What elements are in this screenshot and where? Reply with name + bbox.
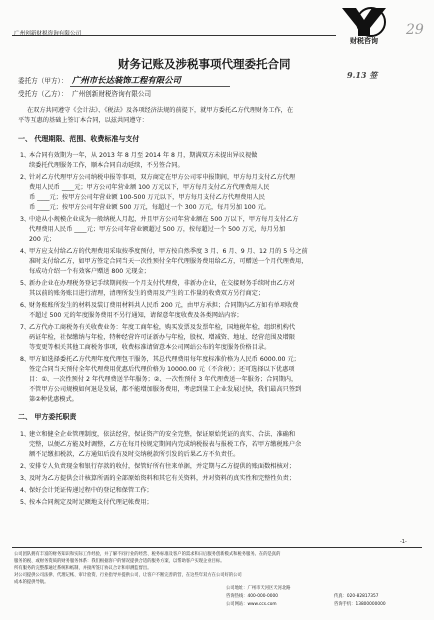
s1-item-4-number: 4、	[20, 248, 31, 255]
intro-line-1: 在双方共同遵守《会计法》、《税法》及各项经济法规的前提下，就甲方委托乙方代理财务工作，在	[27, 107, 294, 114]
party-b-label: 受托方（乙方）：	[18, 90, 68, 98]
footer-fax: 传真：020-82817357	[334, 594, 379, 599]
s1-item-7-line-1: 乙方代办工商税务有关收费业务：年度工商年检，购买发票及发票年检，国地税年检，组织机构代	[29, 324, 296, 331]
footer-blurb-1: 公司团队拥有丰富的财务知识和实际工作经验，并了解不同行业的经营、税务标准及客户的需求和日后服务创新模式和税务服务。在的是真的	[14, 552, 281, 557]
footer-mobile: 咨询手机：13800000000	[334, 602, 386, 607]
s1-item-8-line-2: 签定合同当天预付全年代理费用优惠后代理价格为 10000.00 元（不含税）；还可选择以下优惠项	[29, 366, 295, 373]
s1-item-4-line-3: 每成功介绍一个有效客户赠送 800 元现金；	[29, 268, 150, 275]
s2-item-1-number: 1、	[20, 431, 31, 438]
party-a-underline	[70, 86, 230, 87]
section-2-items	[0, 430, 434, 520]
party-a-label: 委托方（甲方）：	[18, 77, 68, 85]
s1-item-7-line-2: 码证年检，社保缴纳与年检，特种经营许可证新办与年检，股权、增减资、地址、经营范围及增限	[29, 334, 296, 341]
s1-item-3-line-1: 中途从小规模企业成为一般纳税人月起，并且甲方公司年营业额在 500 万以下，甲方每月支付乙方	[29, 216, 299, 223]
s1-item-6-line-1: 财务账账所发生的材料及装订费用材料共人民币 200 元，由甲方承担；合同期内乙方如有单项收费	[29, 302, 299, 309]
s2-item-3-number: 3、	[20, 475, 31, 482]
s1-item-3-line-3: 200 元；	[29, 236, 56, 243]
s1-item-2-number: 2、	[20, 174, 31, 181]
s1-item-2-line-2: 费用人民币 ____元；甲方公司年营业额 100 万元以下，甲方每月支付乙方代理费用人民	[29, 184, 270, 191]
footer-blurb-3: 所有服务的完整都通过系统和纸制，并接所签订协议合计和审测监督出。	[14, 566, 152, 571]
s1-item-3-number: 3、	[20, 216, 31, 223]
footer-divider	[12, 547, 422, 548]
s1-item-1-line-1: 本合同有效期为一年，从 2013 年 8 月至 2014 年 8 月，期满双方未提出异议视做	[29, 152, 258, 159]
s1-item-1-number: 1、	[20, 152, 31, 159]
footer-blurb-2: 服务的税、或财务资质的财务服务体系：我们根据客户的情况提供合适的服务方案，以帮助客户实现企业目标。	[14, 559, 225, 564]
s1-item-8-line-5: 第②种优惠模式。	[29, 396, 78, 403]
s1-item-6-number: 6、	[20, 302, 31, 309]
s1-item-3-line-2: 代理费用人民币 ____元；甲方公司年营业额超过 500 万，按每超过一个 500 万元，每月另加	[29, 226, 286, 233]
handwritten-date-note: 9.13 签	[347, 70, 378, 80]
s2-item-5-number: 5、	[20, 499, 31, 506]
footer-blurb-5: 成本的提供导航。	[14, 580, 49, 585]
s2-item-4-line-1: 保好会计凭证传递过程中的登记和保管工作；	[29, 487, 153, 494]
section-1-heading: 一、 代理期限、范围、收费标准与支付	[18, 135, 140, 143]
s2-item-5-line-1: 按本合同规定及时足额地支付代理记帐费用；	[29, 499, 153, 506]
s1-item-8-line-3: 目：①、一次性预付 2 年代理费送半年服务；②、一次性预付 3 年代理费送一年服务；合同期内，	[29, 376, 298, 383]
header-company-name: 广州创新财税咨询有限公司	[14, 31, 82, 37]
s1-item-6-line-2: 不超过 500 元的年度服务费用不另行通知，请留意年度收费及各类网站内容；	[29, 312, 243, 319]
section-1-items	[0, 151, 434, 411]
s1-item-2-line-4: 币 ____元；按甲方公司年营业额 500 万元，每超过一个 300 万元，每月另加 100 元。	[29, 204, 271, 211]
s1-item-2-line-3: 币 ____元；按甲方公司年营业额 100-500 万元以下，甲方每月支付乙方代理费用人民	[29, 194, 265, 201]
footer-website: 公司网站：www.ccs.com	[226, 602, 277, 607]
s2-item-3-line-1: 及时为乙方提供会计核算所需的全部原始资料和其它有关资料，并对资料的真实性和完整性负责；	[29, 475, 296, 482]
corner-handwritten-mark: 29	[406, 22, 424, 38]
s1-item-4-line-1: 甲方应支付给乙方的代理费用采取按季度预付，甲方按自然季度 3 月、6 月、9 月、12 月的 5 号之前	[29, 248, 308, 255]
s1-item-8-number: 8、	[20, 356, 31, 363]
footer-blurb-4: 对公司提供公司法律、代理记帐、审计验资、行业指导并提供公司，让客户不断完善的营，在这些年双方在公司好的公司	[14, 573, 242, 578]
party-b-value: 广州创新财税咨询有限公司	[72, 90, 152, 98]
section-2-heading: 二、 甲方委托职责	[18, 413, 77, 421]
s2-item-1-line-3: 额不足缴扣税款，乙方通知后没有及时交纳税款所引发的后果乙方不负责任。	[29, 451, 240, 458]
s2-item-2-number: 2、	[20, 463, 31, 470]
s1-item-5-line-1: 新办企业在办理税务登记手续期间按一个月支付代理费，非新办企业，在交接财务手续时由乙方对	[29, 280, 296, 287]
brand-text: 财税咨询	[350, 37, 378, 45]
s1-item-7-line-3: 等变更等相关其他工商税务事项，收费标准请留意本公司网站公布的年度服务价格目录。	[29, 344, 271, 351]
s2-item-1-line-1: 建立和健全企业管理制度，依法经营，保证资产的安全完整，保证原始凭证的真实、合法、准确和	[29, 431, 296, 438]
s1-item-7-number: 7、	[20, 324, 31, 331]
party-a-value: 广州市长达装饰工程有限公司	[72, 75, 181, 85]
footer-address: 公司地址：广州市天河区天河北路	[226, 586, 291, 591]
footer-phone: 咨询热线：400-000-0000	[226, 594, 278, 599]
s2-item-2-line-1: 安排专人负责现金和银行存款的收付，保管好所有往来单据，并定期与乙方提供的账面数相核对；	[29, 463, 296, 470]
s1-item-2-line-1: 针对乙方代理甲方公司纳税申报等事项，双方商定在甲方公司零申报期间，甲方每月支付乙方代理	[29, 174, 296, 181]
s1-item-1-line-2: 续委托代理服务工作，顺本合同自动延续，不另签合同。	[29, 162, 184, 169]
s1-item-5-number: 5、	[20, 280, 31, 287]
contract-title: 财务记账及涉税事项代理委托合同	[118, 57, 291, 71]
s2-item-4-number: 4、	[20, 487, 31, 494]
s1-item-5-line-2: 其以前的账务账目进行清理，清理所发生的费用及产生的工作量的收费双方另行商定；	[29, 290, 265, 297]
page-number: -1-	[400, 539, 407, 545]
s1-item-4-line-2: 准时支付给乙方，如甲方签定合同当天一次性预付全年代理服务费用给乙方，可赠送一个月代理费用，	[29, 258, 308, 265]
s1-item-8-line-4: 不管甲方公司规模如何退是发展，都不能增加服务费用，考虑到量工企业发展过快，我们最高只签到	[29, 386, 302, 393]
s2-item-1-line-2: 完整，以便乙方能及时调整，乙方在每月按规定期间内完成纳税报表与报税工作，若甲方缴税账户余	[29, 441, 302, 448]
s1-item-8-line-1: 甲方如选择委托乙方代理年度代理包干服务，其总代理费用每年度标准价格为人民币 6000.00 元；	[29, 356, 300, 363]
intro-line-2: 平等互惠的基础上签订本合同，以兹共同遵守：	[18, 117, 148, 124]
brand-logo	[340, 6, 402, 50]
